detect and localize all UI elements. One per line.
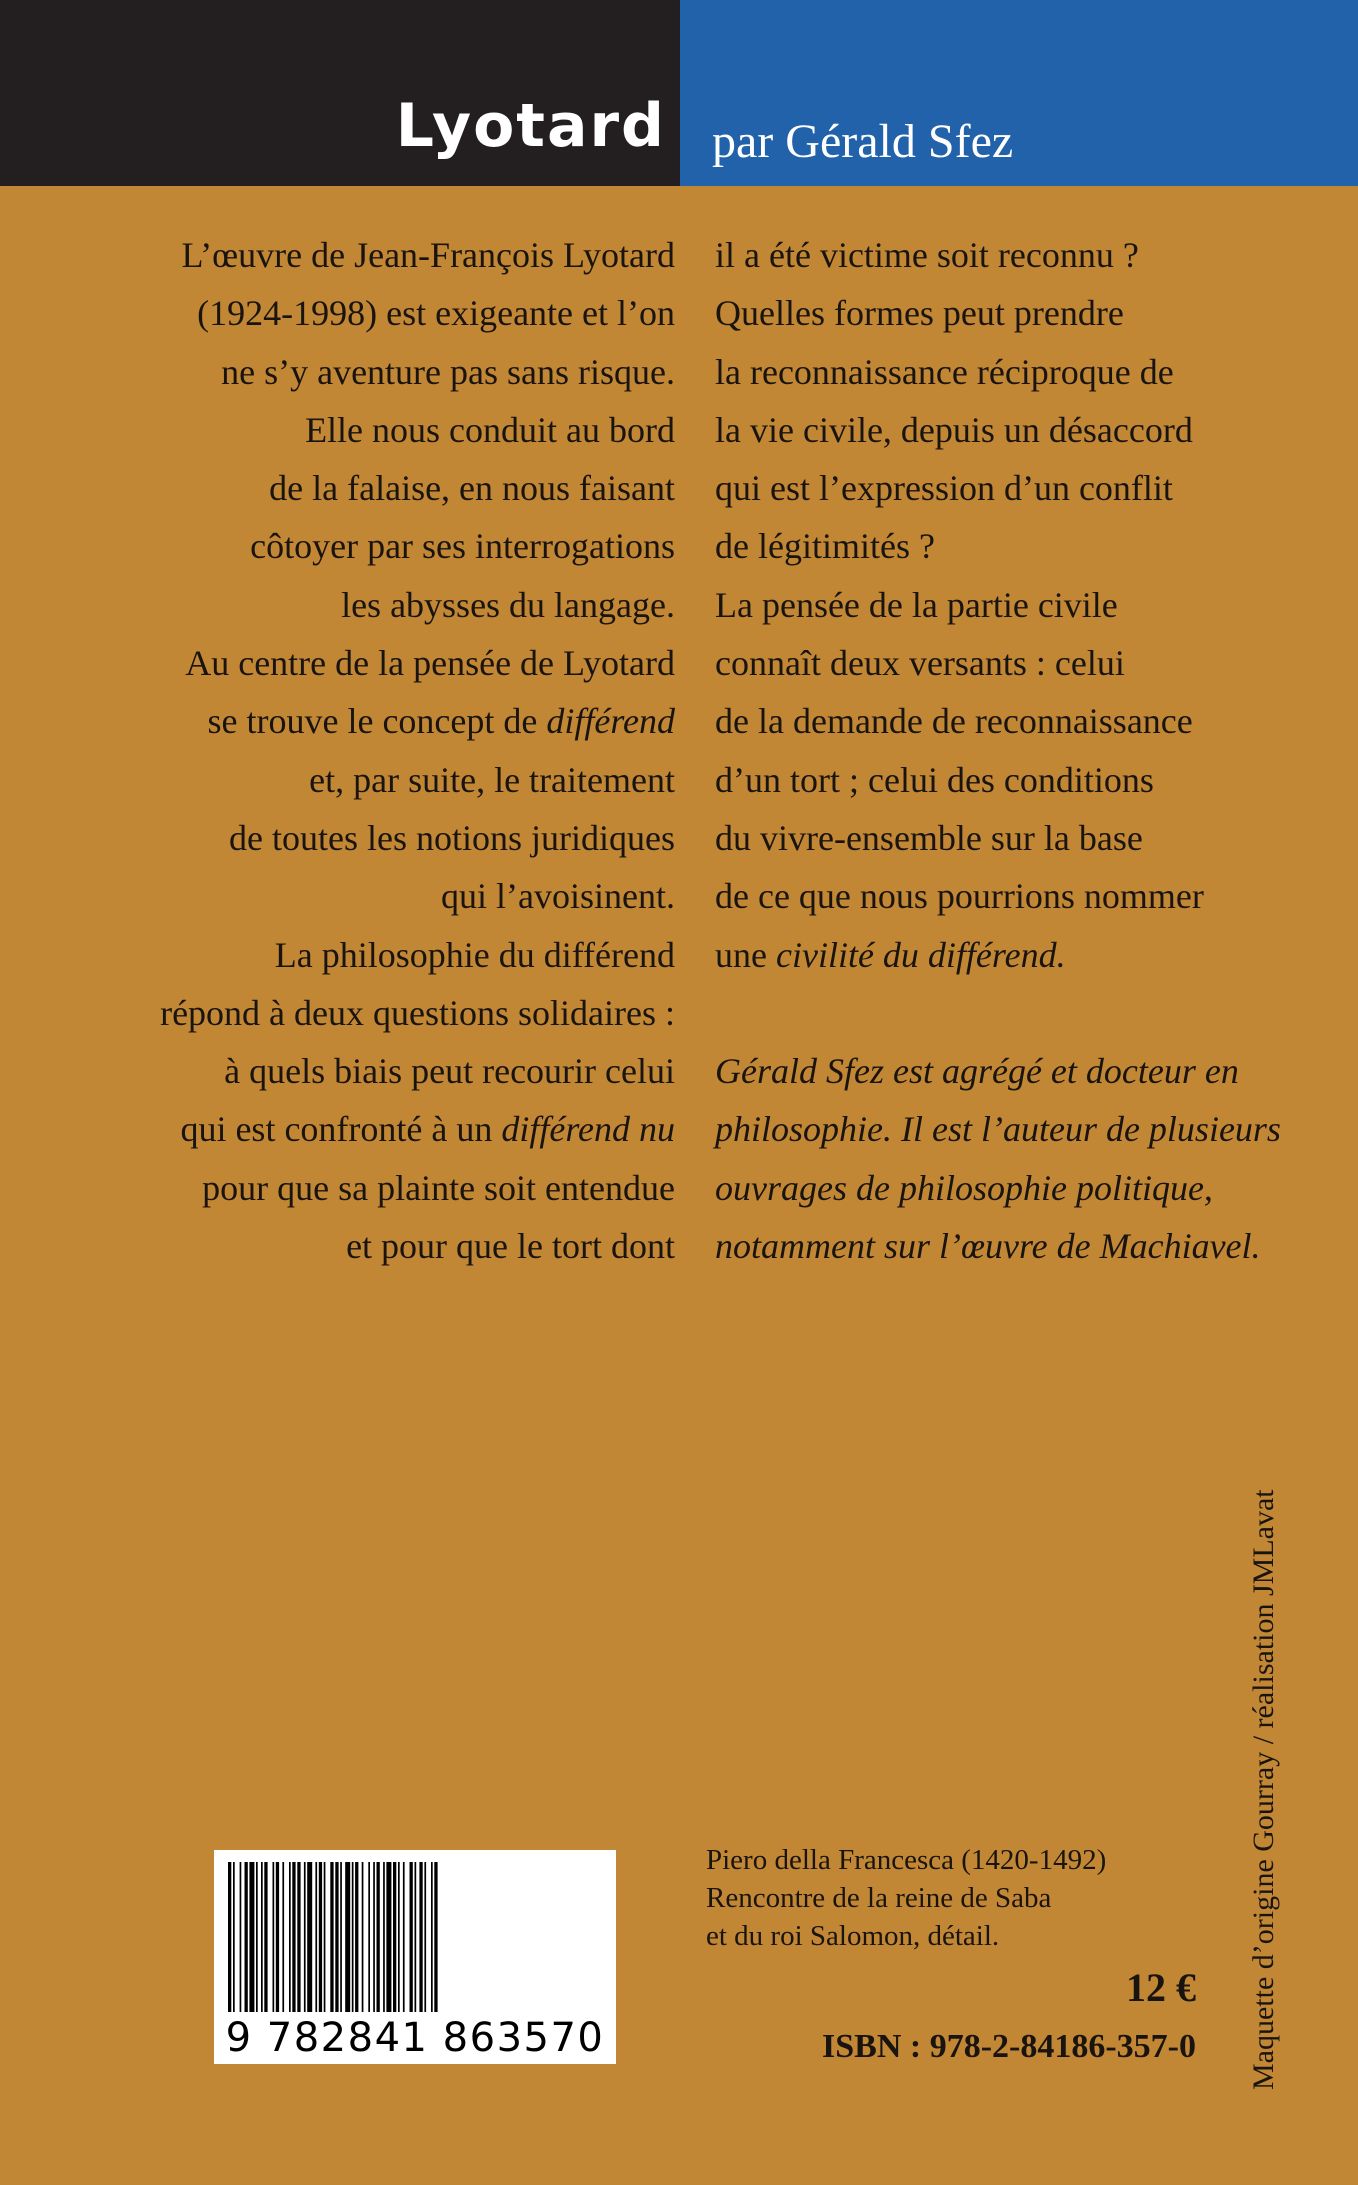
blurb-line xyxy=(160,692,675,750)
blurb-line xyxy=(160,401,675,459)
text-run: pour que sa plainte soit entendue xyxy=(202,1167,675,1208)
bio-line xyxy=(715,1042,1281,1100)
text-run: du vivre-ensemble sur la base xyxy=(715,817,1143,858)
bio-line xyxy=(715,1100,1281,1158)
barcode-bar xyxy=(415,1862,417,2012)
blurb-line xyxy=(160,926,675,984)
barcode-bar xyxy=(398,1862,400,2012)
barcode-bar xyxy=(249,1862,254,2012)
blurb-line xyxy=(715,634,1281,692)
bio-line xyxy=(715,1217,1281,1275)
blurb-line xyxy=(160,226,675,284)
blurb-line xyxy=(715,576,1281,634)
barcode-bar xyxy=(434,1862,437,2012)
blurb-line xyxy=(160,459,675,517)
text-run: se trouve le concept de xyxy=(207,701,547,742)
barcode-bar xyxy=(424,1862,426,2012)
text-run: de la demande de reconnaissance xyxy=(715,701,1193,742)
blurb-line xyxy=(160,343,675,401)
blurb-line xyxy=(715,926,1281,984)
barcode-bar xyxy=(228,1862,231,2012)
image-credit-line: Piero della Francesca (1420-1492) xyxy=(706,1844,1107,1876)
blurb-line xyxy=(160,284,675,342)
blurb-line xyxy=(715,343,1281,401)
barcode-bar xyxy=(292,1862,295,2012)
text-run: répond à deux questions solidaires : xyxy=(160,992,675,1033)
barcode-bar xyxy=(264,1862,267,2012)
text-run: et, par suite, le traitement xyxy=(309,759,675,800)
blurb-line xyxy=(160,809,675,867)
barcode-bar xyxy=(233,1862,235,2012)
book-author: par Gérald Sfez xyxy=(712,115,1014,168)
text-run: il a été victime soit reconnu ? xyxy=(715,235,1139,275)
text-run: de ce que nous pourrions nommer xyxy=(715,876,1204,917)
text-run: (1924-1998) est exigeante et l’on xyxy=(197,293,675,334)
blurb-line xyxy=(160,1159,675,1217)
barcode-bars xyxy=(228,1862,602,2012)
barcode-bar xyxy=(315,1862,317,2012)
barcode xyxy=(214,1850,616,2064)
barcode-bar xyxy=(273,1862,275,2012)
blurb-right-column xyxy=(715,226,1281,1275)
blurb-line xyxy=(715,751,1281,809)
text-run: ne s’y aventure pas sans risque. xyxy=(221,351,675,392)
text-run: L’œuvre de Jean-François Lyotard xyxy=(181,235,675,275)
blurb-line xyxy=(160,517,675,575)
barcode-bar xyxy=(340,1862,342,2012)
isbn: ISBN : 978-2-84186-357-0 xyxy=(822,2028,1196,2065)
blurb-line xyxy=(715,867,1281,925)
text-run: la reconnaissance réciproque de xyxy=(715,351,1174,392)
blurb-line xyxy=(160,1042,675,1100)
text-run: et pour que le tort dont xyxy=(346,1226,675,1267)
barcode-bar xyxy=(245,1862,248,2012)
text-run: la vie civile, depuis un désaccord xyxy=(715,409,1193,450)
barcode-bar xyxy=(307,1862,312,2012)
barcode-bar xyxy=(240,1862,242,2012)
barcode-bar xyxy=(276,1862,279,2012)
barcode-bar xyxy=(403,1862,405,2012)
barcode-bar xyxy=(335,1862,338,2012)
text-run: côtoyer par ses interrogations xyxy=(250,526,675,567)
blurb-line xyxy=(160,576,675,634)
price: 12 € xyxy=(1126,1965,1196,2010)
design-credit: Maquette d’origine Gourray / réalisation JMLavat xyxy=(1247,1489,1280,2090)
text-run: notamment sur l’œuvre de Machiavel. xyxy=(715,1226,1261,1267)
text-run: de la falaise, en nous faisant xyxy=(269,468,675,509)
text-run: les abysses du langage. xyxy=(341,584,675,625)
barcode-bar xyxy=(282,1862,284,2012)
text-run: qui est confronté à un xyxy=(180,1109,502,1150)
barcode-bar xyxy=(345,1862,350,2012)
text-run: une xyxy=(715,934,776,975)
barcode-bar xyxy=(289,1862,291,2012)
barcode-bar xyxy=(330,1862,333,2012)
blurb-left-column xyxy=(160,226,675,1275)
barcode-bar xyxy=(362,1862,364,2012)
text-run: à quels biais peut recourir celui xyxy=(224,1051,675,1092)
text-run: de toutes les notions juridiques xyxy=(229,817,675,858)
book-title: Lyotard xyxy=(395,91,666,161)
barcode-bar xyxy=(410,1862,413,2012)
text-run: La pensée de la partie civile xyxy=(715,584,1118,625)
barcode-bar xyxy=(324,1862,326,2012)
blurb-line xyxy=(160,1217,675,1275)
text-run: philosophie. Il est l’auteur de plusieurs xyxy=(715,1109,1281,1150)
barcode-number: 9 782841 863570 xyxy=(225,2015,605,2061)
blurb-line xyxy=(715,809,1281,867)
blurb-line xyxy=(715,517,1281,575)
blurb-line xyxy=(715,401,1281,459)
text-run: de légitimités ? xyxy=(715,526,935,567)
barcode-bar xyxy=(319,1862,322,2012)
image-credit-line: Rencontre de la reine de Saba xyxy=(706,1882,1052,1914)
text-run: différend xyxy=(546,701,675,742)
text-run: ouvrages de philosophie politique, xyxy=(715,1167,1213,1208)
barcode-bar xyxy=(352,1862,354,2012)
text-run: La philosophie du différend xyxy=(274,934,675,975)
blurb-line xyxy=(715,459,1281,517)
barcode-bar xyxy=(386,1862,391,2012)
barcode-bar xyxy=(368,1862,370,2012)
text-run: d’un tort ; celui des conditions xyxy=(715,759,1154,800)
bio-line xyxy=(715,1159,1281,1217)
blurb-line xyxy=(715,284,1281,342)
text-run: connaît deux versants : celui xyxy=(715,643,1125,684)
barcode-bar xyxy=(256,1862,258,2012)
blurb-line xyxy=(160,751,675,809)
barcode-bar xyxy=(383,1862,385,2012)
text-run: qui est l’expression d’un conflit xyxy=(715,468,1173,509)
barcode-bar xyxy=(431,1862,433,2012)
barcode-bar xyxy=(304,1862,306,2012)
text-run: Au centre de la pensée de Lyotard xyxy=(185,643,675,684)
barcode-bar xyxy=(297,1862,300,2012)
blurb-line xyxy=(160,984,675,1042)
barcode-bar xyxy=(393,1862,396,2012)
blurb-line xyxy=(160,634,675,692)
barcode-bar xyxy=(261,1862,263,2012)
barcode-bar xyxy=(355,1862,358,2012)
text-run: Gérald Sfez est agrégé et docteur en xyxy=(715,1051,1239,1092)
blurb-line xyxy=(160,1100,675,1158)
blurb-line xyxy=(160,867,675,925)
text-run: civilité du différend. xyxy=(775,934,1066,975)
text-run: Elle nous conduit au bord xyxy=(305,409,675,450)
barcode-bar xyxy=(373,1862,375,2012)
text-run: Quelles formes peut prendre xyxy=(715,293,1124,334)
paragraph-gap xyxy=(715,984,1281,1042)
barcode-bar xyxy=(377,1862,380,2012)
barcode-bar xyxy=(419,1862,422,2012)
image-credit-line: et du roi Salomon, détail. xyxy=(706,1920,1000,1952)
blurb-line xyxy=(715,692,1281,750)
blurb-line xyxy=(715,226,1281,284)
text-run: qui l’avoisinent. xyxy=(441,876,675,917)
text-run: différend nu xyxy=(501,1109,675,1150)
